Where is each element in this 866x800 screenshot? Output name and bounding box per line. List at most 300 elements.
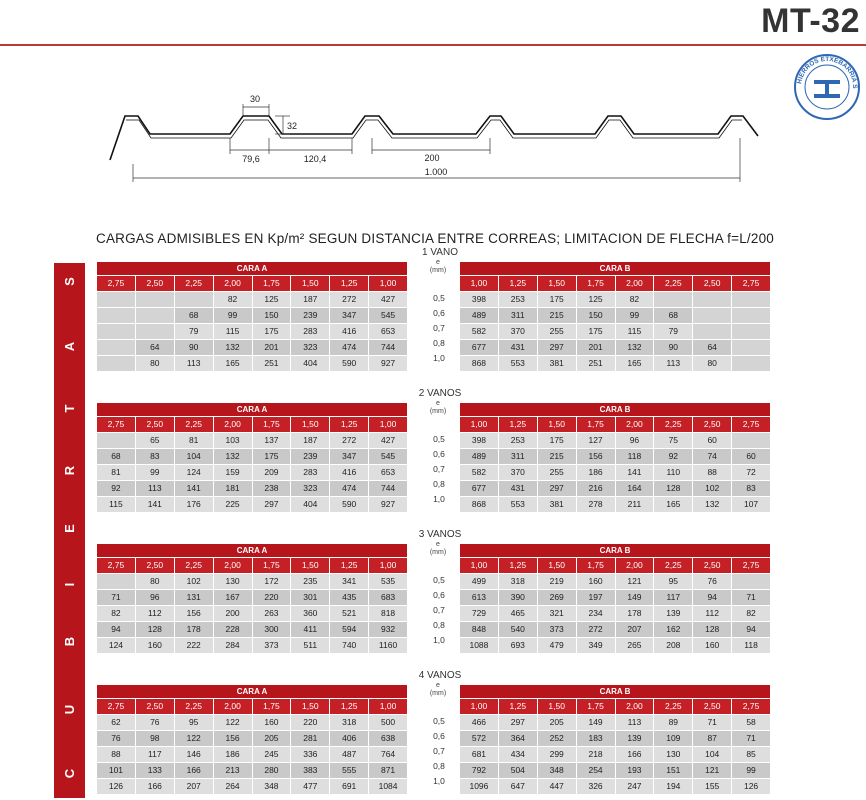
table-cell: 265 [615,638,654,654]
table-cell: 693 [498,638,537,654]
table-cell: 239 [291,449,330,465]
table-cell [97,356,136,372]
table-cell: 729 [460,606,499,622]
table-caption: CARA A [97,685,408,699]
table-cell: 218 [576,747,615,763]
table-cell [732,292,771,308]
table-cell: 82 [732,606,771,622]
table-cell: 121 [693,763,732,779]
table-cell: 390 [498,590,537,606]
table-cell [732,308,771,324]
table-cell: 104 [693,747,732,763]
table-heading: CARGAS ADMISIBLES EN Kp/m² SEGUN DISTANCIA ENTRE CORREAS; LIMITACION DE FLECHA f=L/200 [96,231,774,246]
table-cell: 139 [654,606,693,622]
table-cell: 186 [576,465,615,481]
dim-height: 32 [286,121,298,131]
table-cell: 435 [330,590,369,606]
thickness-value: 0,5 [433,293,445,303]
table-cell: 94 [732,622,771,638]
table-cell: 1160 [369,638,408,654]
table-cell: 297 [498,715,537,731]
table-cell: 115 [213,324,252,340]
column-header: 1,50 [537,558,576,574]
table-cell: 87 [693,731,732,747]
table-cell: 360 [291,606,330,622]
table-cell: 71 [732,731,771,747]
column-header: 2,75 [732,699,771,715]
thickness-value: 0,8 [433,479,445,489]
table-cell: 165 [654,497,693,513]
table-row [460,574,771,590]
column-header: 2,50 [693,699,732,715]
table-cell: 347 [330,308,369,324]
column-header: 1,25 [498,276,537,292]
table-cell: 932 [369,622,408,638]
table-cell: 113 [654,356,693,372]
table-cell: 297 [252,497,291,513]
load-table-cara-a [96,543,408,654]
table-cell: 72 [732,465,771,481]
table-cell [97,308,136,324]
table-row [460,731,771,747]
table-cell: 299 [537,747,576,763]
table-row [460,465,771,481]
table-cell [732,356,771,372]
table-cell: 416 [330,324,369,340]
table-cell: 95 [654,574,693,590]
profile-diagram [0,80,790,190]
table-cell: 175 [537,433,576,449]
table-cell: 269 [537,590,576,606]
table-cell [732,324,771,340]
table-cell: 252 [537,731,576,747]
column-header: 2,00 [213,276,252,292]
table-cell: 160 [252,715,291,731]
table-cell: 131 [174,590,213,606]
table-cell [97,292,136,308]
column-header: 1,25 [498,699,537,715]
table-cell: 255 [537,324,576,340]
table-row [460,622,771,638]
table-cell [732,574,771,590]
column-header: 2,00 [213,417,252,433]
table-cell: 272 [576,622,615,638]
table-cell: 166 [174,763,213,779]
table-cell: 176 [174,497,213,513]
table-cell: 479 [537,638,576,654]
table-row [460,497,771,513]
table-cell [97,433,136,449]
table-cell: 1084 [369,779,408,795]
table-cell: 205 [537,715,576,731]
column-header: 1,00 [369,276,408,292]
table-cell: 489 [460,308,499,324]
table-cell: 264 [213,779,252,795]
table-row [460,481,771,497]
column-header: 2,75 [97,276,136,292]
table-cell: 82 [615,292,654,308]
table-row [97,779,408,795]
table-cell: 251 [576,356,615,372]
table-row [97,638,408,654]
table-row [460,433,771,449]
table-cell: 349 [576,638,615,654]
column-header: 1,75 [576,276,615,292]
table-row [460,715,771,731]
table-cell: 132 [615,340,654,356]
table-cell: 927 [369,497,408,513]
table-cell: 76 [97,731,136,747]
table-cell: 247 [615,779,654,795]
thickness-value: 0,7 [433,746,445,756]
table-cell: 65 [135,433,174,449]
table-cell: 848 [460,622,499,638]
thickness-values [423,432,455,507]
table-cell: 80 [693,356,732,372]
table-cell: 80 [135,356,174,372]
thickness-value: 0,7 [433,605,445,615]
table-cell: 197 [576,590,615,606]
table-cell: 677 [460,481,499,497]
thickness-value: 0,5 [433,575,445,585]
table-cell: 540 [498,622,537,638]
column-header: 1,00 [460,276,499,292]
table-cell: 175 [252,449,291,465]
table-cell: 181 [213,481,252,497]
column-header: 2,25 [174,276,213,292]
column-header: 2,25 [654,558,693,574]
table-cell: 141 [135,497,174,513]
column-header: 2,00 [615,558,654,574]
table-cell: 99 [732,763,771,779]
product-title: MT-32 [761,2,860,40]
table-cell: 98 [135,731,174,747]
table-cell: 162 [654,622,693,638]
column-header: 2,00 [615,417,654,433]
column-header: 1,25 [498,417,537,433]
column-header: 2,50 [135,417,174,433]
company-logo [792,52,862,122]
table-cell: 68 [654,308,693,324]
table-cell: 222 [174,638,213,654]
table-cell: 434 [498,747,537,763]
table-cell: 172 [252,574,291,590]
table-cell: 555 [330,763,369,779]
table-cell: 744 [369,481,408,497]
table-cell: 95 [174,715,213,731]
table-cell: 348 [252,779,291,795]
sidebar-letter: E [62,524,77,533]
table-cell: 139 [615,731,654,747]
table-cell: 113 [174,356,213,372]
table-cell [732,340,771,356]
table-cell: 283 [291,324,330,340]
table-cell: 128 [693,622,732,638]
table-cell: 311 [498,449,537,465]
table-cell: 164 [615,481,654,497]
column-header: 1,75 [576,699,615,715]
table-cell: 219 [537,574,576,590]
column-header: 2,50 [135,558,174,574]
column-header: 1,50 [291,699,330,715]
table-cell: 90 [174,340,213,356]
table-row [460,292,771,308]
table-row [97,747,408,763]
table-row [460,340,771,356]
load-table-cara-b [459,402,771,513]
table-cell: 553 [498,356,537,372]
table-cell: 83 [732,481,771,497]
table-cell: 383 [291,763,330,779]
table-cell: 121 [615,574,654,590]
table-cell: 594 [330,622,369,638]
column-header: 1,25 [330,699,369,715]
sidebar-letter: U [62,704,77,715]
thickness-label: e (mm) [429,541,447,556]
table-row [97,763,408,779]
table-cell: 64 [135,340,174,356]
table-cell: 416 [330,465,369,481]
table-cell: 251 [252,356,291,372]
load-table-cara-b [459,543,771,654]
table-row [97,449,408,465]
table-cell: 792 [460,763,499,779]
table-cell: 283 [291,465,330,481]
table-cell: 89 [654,715,693,731]
table-cell: 175 [537,292,576,308]
table-cell: 149 [576,715,615,731]
table-cell [693,324,732,340]
load-table-cara-a [96,402,408,513]
dim-top: 30 [249,94,261,104]
table-row [97,292,408,308]
table-cell: 83 [135,449,174,465]
column-header: 2,75 [97,417,136,433]
table-caption: CARA B [460,685,771,699]
dim-pitch: 200 [424,153,440,163]
column-header: 2,50 [135,276,174,292]
table-cell: 474 [330,481,369,497]
thickness-values [423,714,455,789]
table-cell: 220 [291,715,330,731]
table-row [97,622,408,638]
column-header: 1,00 [369,558,408,574]
table-cell [135,292,174,308]
table-cell: 113 [135,481,174,497]
thickness-value: 1,0 [433,635,445,645]
table-cell: 90 [654,340,693,356]
table-caption: CARA A [97,544,408,558]
table-cell: 683 [369,590,408,606]
column-header: 1,50 [291,276,330,292]
table-cell: 68 [97,449,136,465]
table-cell: 115 [97,497,136,513]
thickness-value: 0,5 [433,716,445,726]
table-cell: 216 [576,481,615,497]
table-cell: 126 [97,779,136,795]
table-cell: 141 [615,465,654,481]
table-cell: 373 [537,622,576,638]
column-header: 1,50 [291,417,330,433]
sidebar-letter: C [62,768,77,779]
table-cell: 927 [369,356,408,372]
table-cell: 487 [330,747,369,763]
table-cell: 323 [291,481,330,497]
table-cell: 297 [537,340,576,356]
column-header: 1,00 [460,699,499,715]
column-header: 1,50 [291,558,330,574]
column-header: 1,75 [252,699,291,715]
thickness-values [423,573,455,648]
table-cell: 364 [498,731,537,747]
table-cell [135,308,174,324]
table-cell: 109 [654,731,693,747]
table-cell: 208 [654,638,693,654]
table-cell: 58 [732,715,771,731]
table-cell: 213 [213,763,252,779]
table-cell: 187 [291,292,330,308]
sidebar-letter: T [62,404,77,413]
span-label: 1 VANO [422,247,458,258]
table-cell: 647 [498,779,537,795]
table-cell [135,324,174,340]
table-cell: 76 [135,715,174,731]
table-cell: 117 [135,747,174,763]
column-header: 1,75 [252,276,291,292]
table-cell: 71 [693,715,732,731]
table-cell: 272 [330,292,369,308]
table-cell: 146 [174,747,213,763]
table-cell: 1088 [460,638,499,654]
column-header: 1,50 [537,699,576,715]
table-cell [654,292,693,308]
column-header: 2,50 [693,417,732,433]
table-cell: 323 [291,340,330,356]
table-cell: 681 [460,747,499,763]
table-cell: 284 [213,638,252,654]
column-header: 2,25 [174,417,213,433]
table-caption: CARA B [460,262,771,276]
table-cell: 280 [252,763,291,779]
table-row [97,590,408,606]
dim-width: 1.000 [424,167,448,177]
table-cell: 130 [213,574,252,590]
table-cell: 122 [213,715,252,731]
table-cell: 341 [330,574,369,590]
table-cell: 235 [291,574,330,590]
table-caption: CARA A [97,403,408,417]
table-cell: 504 [498,763,537,779]
table-cell: 1096 [460,779,499,795]
table-cell: 81 [97,465,136,481]
table-cell: 160 [693,638,732,654]
table-cell: 128 [654,481,693,497]
table-cell: 300 [252,622,291,638]
table-cell: 205 [252,731,291,747]
column-header: 2,25 [654,417,693,433]
table-cell: 281 [291,731,330,747]
table-cell: 431 [498,481,537,497]
table-row [460,449,771,465]
table-cell: 75 [654,433,693,449]
thickness-value: 0,6 [433,590,445,600]
table-cell: 474 [330,340,369,356]
table-row [97,433,408,449]
column-header: 2,50 [135,699,174,715]
table-cell: 156 [576,449,615,465]
table-row [97,340,408,356]
table-cell: 553 [498,497,537,513]
table-cell: 175 [252,324,291,340]
table-cell: 373 [252,638,291,654]
table-cell: 871 [369,763,408,779]
table-cell: 88 [693,465,732,481]
table-cell: 677 [460,340,499,356]
thickness-value: 0,8 [433,620,445,630]
table-cell: 220 [252,590,291,606]
table-cell: 132 [693,497,732,513]
table-row [97,324,408,340]
table-cell: 318 [330,715,369,731]
column-header: 1,00 [460,558,499,574]
table-row [460,763,771,779]
table-cell: 150 [252,308,291,324]
table-cell: 263 [252,606,291,622]
table-cell: 535 [369,574,408,590]
table-caption: CARA B [460,544,771,558]
table-row [97,574,408,590]
table-row [460,606,771,622]
thickness-label: e (mm) [429,682,447,697]
table-cell [97,340,136,356]
table-cell: 499 [460,574,499,590]
table-cell: 82 [97,606,136,622]
table-row [97,731,408,747]
table-cell: 740 [330,638,369,654]
table-cell: 228 [213,622,252,638]
column-header: 2,75 [97,558,136,574]
table-cell: 238 [252,481,291,497]
table-cell: 764 [369,747,408,763]
table-row [97,481,408,497]
table-cell: 818 [369,606,408,622]
table-cell: 118 [615,449,654,465]
column-header: 1,25 [330,417,369,433]
table-cell: 166 [135,779,174,795]
table-cell: 406 [330,731,369,747]
table-cell: 104 [174,449,213,465]
table-cell: 74 [693,449,732,465]
load-table-cara-b [459,261,771,372]
thickness-value: 0,8 [433,761,445,771]
table-cell: 225 [213,497,252,513]
table-cell: 215 [537,308,576,324]
table-cell [174,292,213,308]
table-row [97,356,408,372]
table-cell: 167 [213,590,252,606]
thickness-value: 0,5 [433,434,445,444]
table-cell: 76 [693,574,732,590]
table-cell: 318 [498,574,537,590]
table-cell: 868 [460,497,499,513]
thickness-value: 1,0 [433,353,445,363]
column-header: 1,75 [576,558,615,574]
table-cell: 175 [576,324,615,340]
table-cell: 245 [252,747,291,763]
column-header: 2,75 [732,558,771,574]
table-cell: 500 [369,715,408,731]
table-cell: 381 [537,497,576,513]
